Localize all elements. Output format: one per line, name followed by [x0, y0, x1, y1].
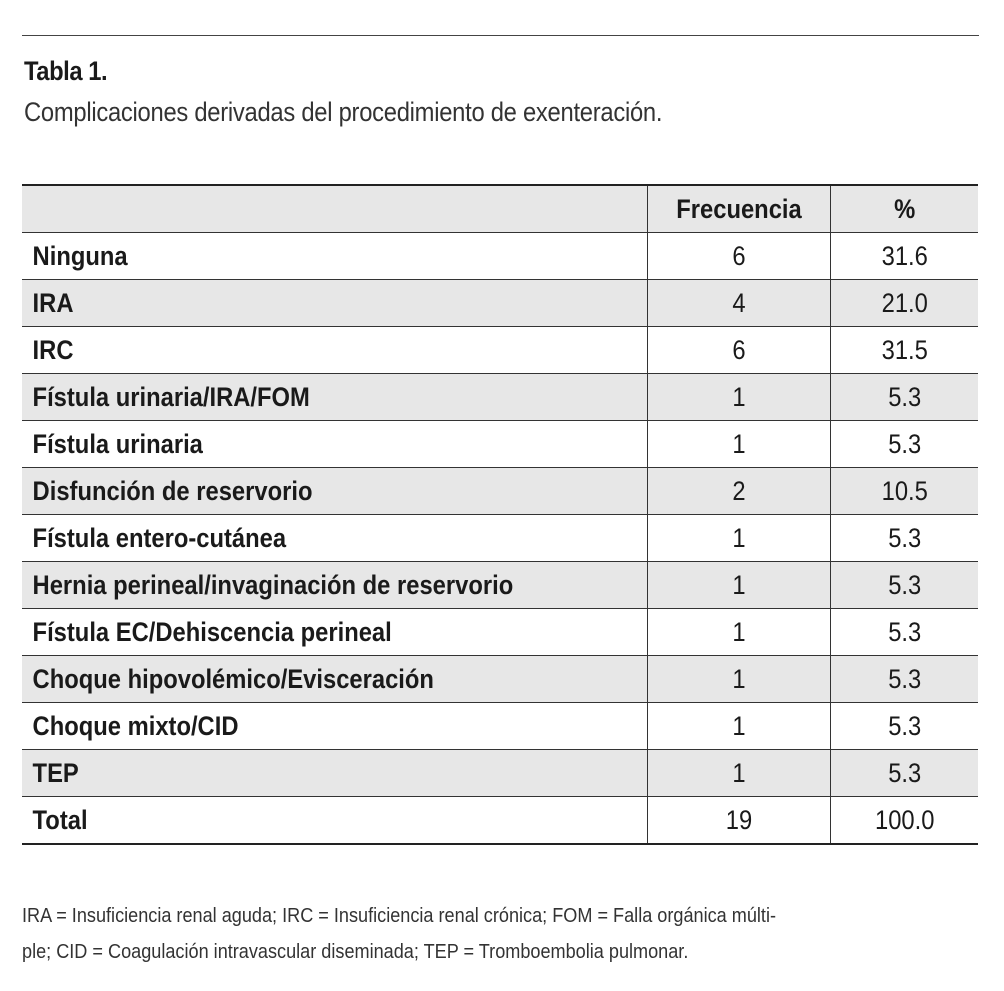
row-frecuencia: 1 — [647, 421, 830, 468]
table-caption-subtitle: Complicaciones derivadas del procedimiento de exenteración. — [24, 97, 663, 127]
table-row — [22, 656, 978, 703]
total-frecuencia: 19 — [647, 797, 830, 845]
row-label: Fístula urinaria/IRA/FOM — [22, 374, 647, 421]
row-label: TEP — [22, 750, 647, 797]
table-caption-title: Tabla 1. — [24, 56, 108, 86]
row-label: Disfunción de reservorio — [22, 468, 647, 515]
table-row — [22, 280, 978, 327]
table-row — [22, 468, 978, 515]
row-label: Fístula entero-cutánea — [22, 515, 647, 562]
row-frecuencia: 1 — [647, 374, 830, 421]
table-row — [22, 374, 978, 421]
table-footnote — [22, 898, 981, 970]
row-frecuencia: 6 — [647, 233, 830, 280]
table-row — [22, 327, 978, 374]
footnote-line-1: IRA = Insuficiencia renal aguda; IRC = Insuficiencia renal crónica; FOM = Falla orgánica múlti- — [22, 905, 777, 927]
table-row — [22, 609, 978, 656]
row-porcentaje: 31.5 — [830, 327, 978, 374]
header-label-cell — [22, 185, 647, 233]
row-label: Fístula urinaria — [22, 421, 647, 468]
table-header-row — [22, 185, 978, 233]
row-porcentaje: 5.3 — [830, 421, 978, 468]
table-total-row — [22, 797, 978, 845]
row-porcentaje: 5.3 — [830, 609, 978, 656]
row-label: Fístula EC/Dehiscencia perineal — [22, 609, 647, 656]
row-frecuencia: 6 — [647, 327, 830, 374]
row-porcentaje: 5.3 — [830, 562, 978, 609]
row-frecuencia: 1 — [647, 562, 830, 609]
row-frecuencia: 2 — [647, 468, 830, 515]
table-row — [22, 562, 978, 609]
row-frecuencia: 1 — [647, 609, 830, 656]
row-frecuencia: 1 — [647, 703, 830, 750]
row-label: Hernia perineal/invaginación de reservorio — [22, 562, 647, 609]
table-row — [22, 703, 978, 750]
header-frecuencia: Frecuencia — [647, 185, 830, 233]
row-label: IRC — [22, 327, 647, 374]
row-label: Choque mixto/CID — [22, 703, 647, 750]
row-label: Ninguna — [22, 233, 647, 280]
row-porcentaje: 31.6 — [830, 233, 978, 280]
table-row — [22, 421, 978, 468]
row-frecuencia: 4 — [647, 280, 830, 327]
total-label: Total — [22, 797, 647, 845]
table-row — [22, 515, 978, 562]
row-porcentaje: 5.3 — [830, 703, 978, 750]
row-porcentaje: 5.3 — [830, 374, 978, 421]
row-frecuencia: 1 — [647, 515, 830, 562]
row-porcentaje: 21.0 — [830, 280, 978, 327]
header-porcentaje: % — [830, 185, 978, 233]
row-frecuencia: 1 — [647, 750, 830, 797]
row-porcentaje: 5.3 — [830, 515, 978, 562]
table-row — [22, 233, 978, 280]
row-porcentaje: 5.3 — [830, 750, 978, 797]
table-row — [22, 750, 978, 797]
row-label: IRA — [22, 280, 647, 327]
total-porcentaje: 100.0 — [830, 797, 978, 845]
complications-table — [22, 184, 978, 845]
row-porcentaje: 10.5 — [830, 468, 978, 515]
footnote-line-2: ple; CID = Coagulación intravascular diseminada; TEP = Tromboembolia pulmonar. — [22, 941, 689, 963]
row-frecuencia: 1 — [647, 656, 830, 703]
row-label: Choque hipovolémico/Evisceración — [22, 656, 647, 703]
top-rule — [22, 35, 979, 36]
row-porcentaje: 5.3 — [830, 656, 978, 703]
